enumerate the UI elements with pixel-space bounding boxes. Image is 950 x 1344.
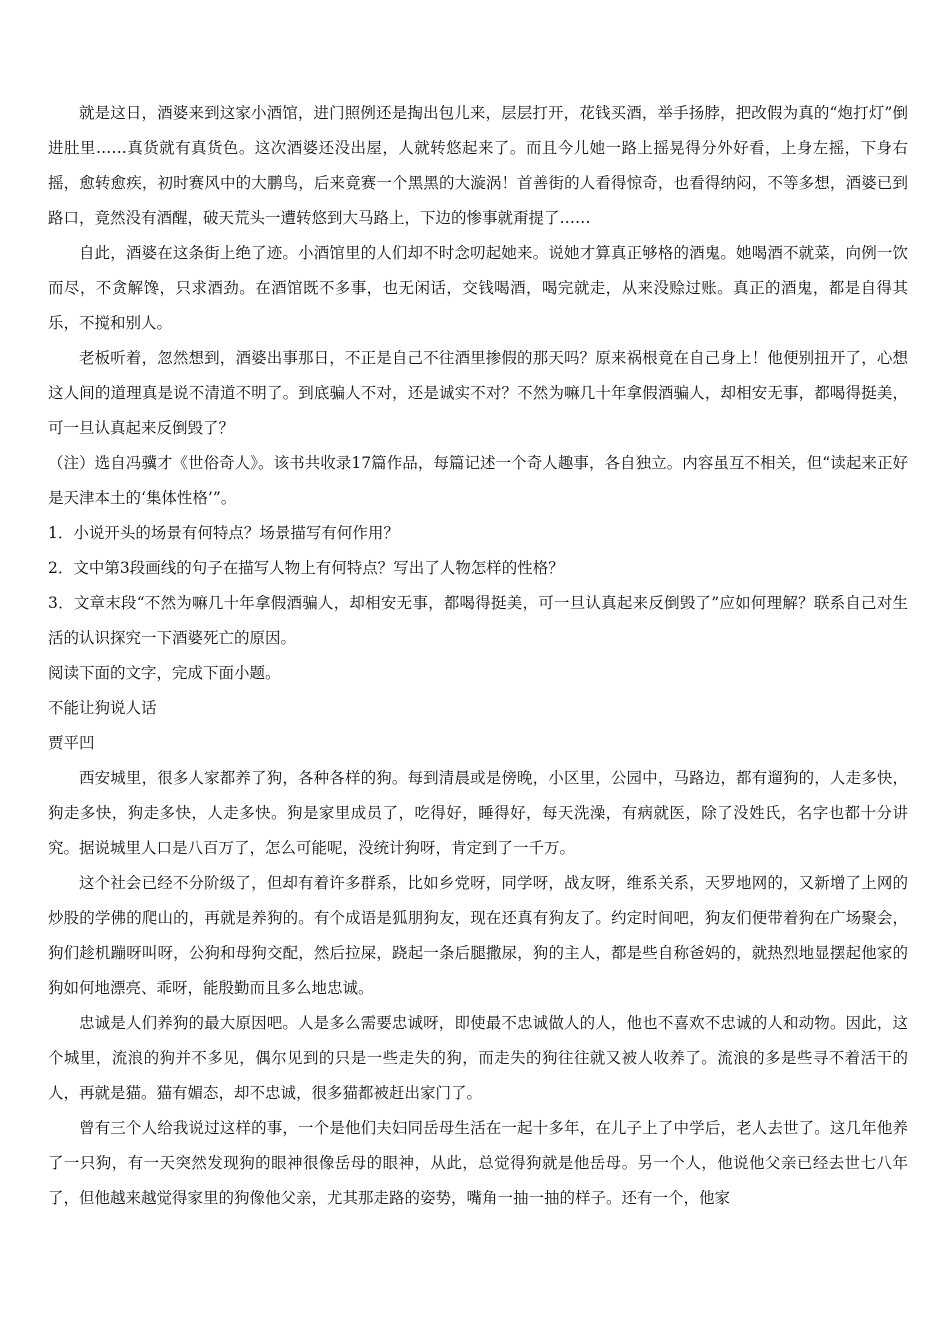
story1-paragraph-2: 自此，酒婆在这条街上绝了迹。小酒馆里的人们却不时念叨起她来。说她才算真正够格的酒鬼。她喝酒不就菜，向例一饮而尽，不贪解馋，只求酒劲。在酒馆既不多事，也无闲话，交钱喝酒，喝完就走，从来没赊过账。真正的酒鬼，都是自得其乐，不搅和别人。: [48, 244, 908, 332]
question-3: 3．文章末段“不然为嘛几十年拿假酒骗人，却相安无事，都喝得挺美，可一旦认真起来反倒毁了”应如何理解？联系自己对生活的认识探究一下酒婆死亡的原因。: [48, 594, 908, 647]
story2-author: 贾平凹: [48, 734, 95, 752]
reading-instruction: 阅读下面的文字，完成下面小题。: [48, 664, 281, 682]
story1-paragraph-3: 老板听着，忽然想到，酒婆出事那日，不正是自己不往酒里掺假的那天吗？原来祸根竟在自己身上！他便别扭开了，心想这人间的道理真是说不清道不明了。到底骗人不对，还是诚实不对？不然为嘛几十年拿假酒骗人，却相安无事，都喝得挺美，可一旦认真起来反倒毁了？: [48, 349, 908, 437]
story2-paragraph-1: 西安城里，很多人家都养了狗，各种各样的狗。每到清晨或是傍晚，小区里，公园中，马路边，都有遛狗的，人走多快，狗走多快，狗走多快，人走多快。狗是家里成员了，吃得好，睡得好，每天洗澡，有病就医，除了没姓氏，名字也都十分讲究。据说城里人口是八百万了，怎么可能呢，没统计狗呀，肯定到了一千万。: [48, 769, 908, 857]
document-page: [48, 96, 908, 1216]
story1-paragraph-1: 就是这日，酒婆来到这家小酒馆，进门照例还是掏出包儿来，层层打开，花钱买酒，举手扬脖，把改假为真的“炮打灯”倒进肚里……真货就有真货色。这次酒婆还没出屋，人就转悠起来了。而且今儿她一路上摇晃得分外好看，上身左摇，下身右摇，愈转愈疾，初时赛风中的大鹏鸟，后来竟赛一个黑黑的大漩涡！首善街的人看得惊奇，也看得纳闷，不等多想，酒婆已到路口，竟然没有酒醒，破天荒头一遭转悠到大马路上，下边的惨事就甭提了……: [48, 104, 908, 227]
question-1: 1．小说开头的场景有何特点？场景描写有何作用？: [48, 524, 399, 542]
story2-paragraph-3: 忠诚是人们养狗的最大原因吧。人是多么需要忠诚呀，即使最不忠诚做人的人，他也不喜欢不忠诚的人和动物。因此，这个城里，流浪的狗并不多见，偶尔见到的只是一些走失的狗，而走失的狗往往就又被人收养了。流浪的多是些寻不着活干的人，再就是猫。猫有媚态，却不忠诚，很多猫都被赶出家门了。: [48, 1014, 908, 1102]
story1-note: （注）选自冯骥才《世俗奇人》。该书共收录17篇作品，每篇记述一个奇人趣事，各自独立。内容虽互不相关，但“读起来正好是天津本土的‘集体性格’”。: [48, 454, 908, 507]
story2-paragraph-2: 这个社会已经不分阶级了，但却有着许多群系，比如乡党呀，同学呀，战友呀，维系关系，天罗地网的，又新增了上网的炒股的学佛的爬山的，再就是养狗的。有个成语是狐朋狗友，现在还真有狗友了。约定时间吧，狗友们便带着狗在广场聚会，狗们趁机蹦呀叫呀，公狗和母狗交配，然后拉屎，跷起一条后腿撒尿，狗的主人，都是些自称爸妈的，就热烈地显摆起他家的狗如何地漂亮、乖呀，能殷勤而且多么地忠诚。: [48, 874, 908, 997]
question-2: 2．文中第3段画线的句子在描写人物上有何特点？写出了人物怎样的性格？: [48, 559, 564, 577]
story2-paragraph-4: 曾有三个人给我说过这样的事，一个是他们夫妇同岳母生活在一起十多年，在儿子上了中学后，老人去世了。这几年他养了一只狗，有一天突然发现狗的眼神很像岳母的眼神，从此，总觉得狗就是他岳母。另一个人，他说他父亲已经去世七八年了，但他越来越觉得家里的狗像他父亲，尤其那走路的姿势，嘴角一抽一抽的样子。还有一个，他家: [48, 1119, 908, 1207]
story2-title: 不能让狗说人话: [48, 699, 157, 717]
